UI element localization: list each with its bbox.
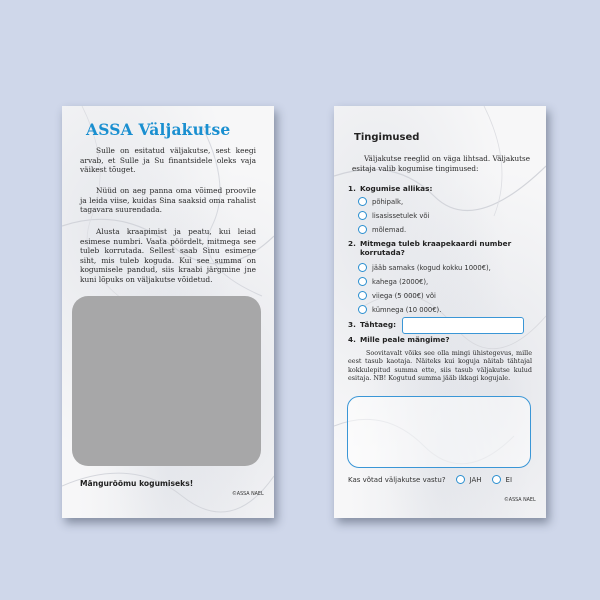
option-both[interactable]: mõlemad. [358,225,406,234]
yes-label[interactable]: JAH [469,475,482,484]
radio-icon[interactable] [358,277,367,286]
option-main-salary[interactable]: põhipalk, [358,197,403,206]
option-extra-income[interactable]: lisasissetulek või [358,211,429,220]
radio-icon[interactable] [358,263,367,272]
intro-paragraph: Sulle on esitatud väljakutse, sest keegi arvab, et Sulle ja Su finantsidele oleks vaja väikest tõuget. [80,146,256,175]
radio-icon[interactable] [358,197,367,206]
no-label[interactable]: EI [505,475,513,484]
instructions-paragraph: Alusta kraapimist ja peatu, kui leiad esimese numbri. Vaata pöördelt, mitmega see tuleb korrutada. Sellest saab Sinu esimene siht, mis tuleb koguda. Kui see summa on kogumisele pandud, siis kraabi järgmine jne kuni lõpuks on väljakutse võidetud. [80,227,256,284]
copyright: ©ASSA NAEL [232,492,264,497]
stake-textarea[interactable] [347,396,531,468]
challenge-card-back [334,106,546,518]
accept-question: Kas võtad väljakutse vastu? JAH EI [348,475,513,484]
radio-icon[interactable] [358,225,367,234]
copyright: ©ASSA NAEL [504,498,536,503]
question-stake: 4. Mille peale mängime? [348,335,450,344]
radio-icon[interactable] [358,305,367,314]
radio-icon[interactable] [358,211,367,220]
question-deadline: 3. Tähtaeg: [348,320,397,329]
stake-note: Soovitavalt võiks see olla mingi ühistegevus, mille eest tasub kaotaja. Näiteks kui koguja näitab tähtajal kokkulepitud summa ette, siis tasub väljakutse kulud esitaja. NB! Kogutud summa jääb ikkagi kogujale. [348,349,532,383]
scratch-area[interactable] [72,296,261,466]
terms-title: Tingimused [354,132,420,143]
question-multiplier: 2. Mitmega tuleb kraapekaardi number korrutada? [348,239,512,258]
radio-no-icon[interactable] [492,475,501,484]
radio-icon[interactable] [358,291,367,300]
deadline-input[interactable] [402,317,524,334]
radio-yes-icon[interactable] [456,475,465,484]
terms-intro: Väljakutse reeglid on väga lihtsad. Väljakutse esitaja valib kogumise tingimused: [352,154,530,173]
motivation-paragraph: Nüüd on aeg panna oma võimed proovile ja leida viise, kuidas Sina saaksid oma rahalist tagavara suurendada. [80,186,256,215]
option-two[interactable]: kahega (2000€), [358,277,428,286]
closing-slogan: Mängurõõmu kogumiseks! [80,479,194,488]
option-same[interactable]: jääb samaks (kogud kokku 1000€), [358,263,491,272]
option-five[interactable]: viiega (5 000€) või [358,291,436,300]
option-ten[interactable]: kümnega (10 000€). [358,305,441,314]
card-title: ASSA Väljakutse [86,120,231,139]
question-source: 1. Kogumise allikas: [348,184,433,193]
challenge-card-front [62,106,274,518]
